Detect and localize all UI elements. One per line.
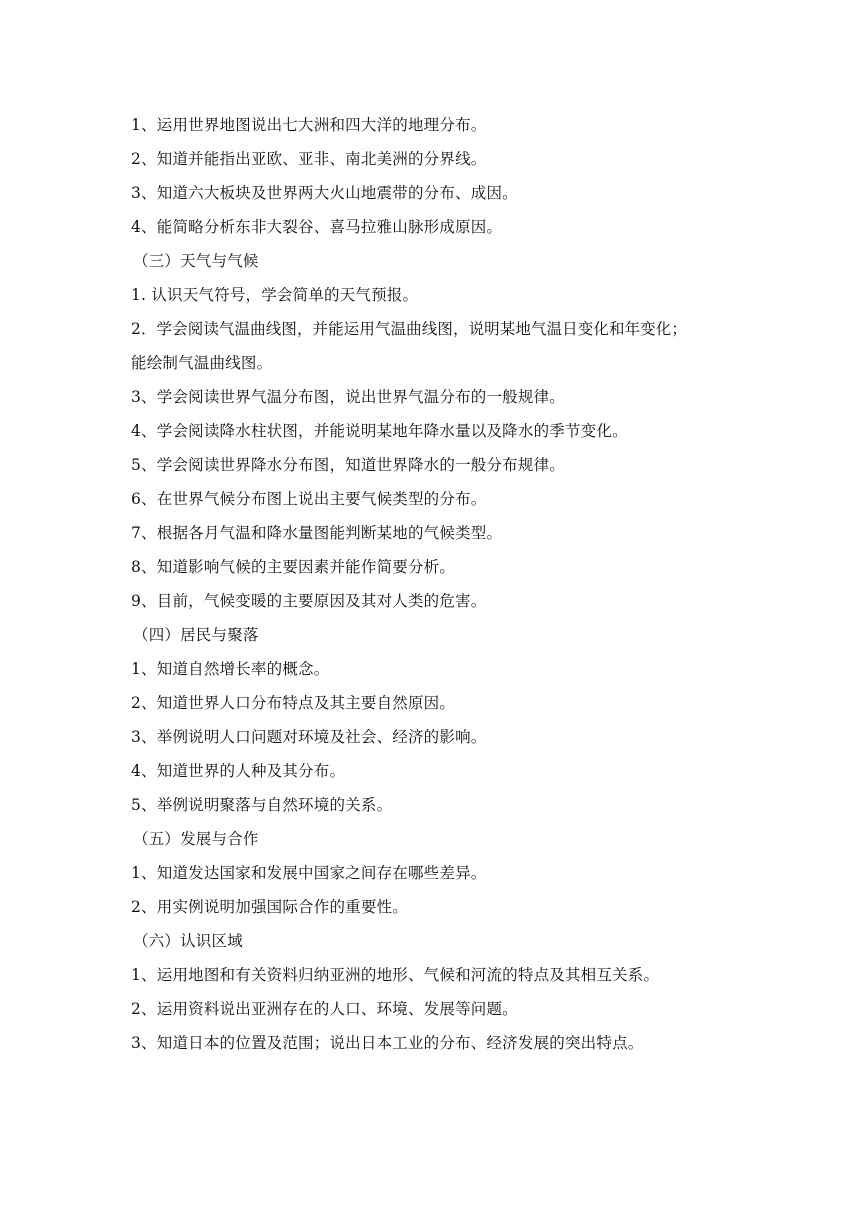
document-body [131,108,751,1060]
text-line: 4、能简略分析东非大裂谷、喜马拉雅山脉形成原因。 [131,218,503,236]
section-heading: （四）居民与聚落 [133,626,259,644]
text-line: 2、知道并能指出亚欧、亚非、南北美洲的分界线。 [131,150,487,168]
text-line: 3、学会阅读世界气温分布图，说出世界气温分布的一般规律。 [131,388,565,406]
text-line: 能绘制气温曲线图。 [131,354,273,372]
text-line: 4、知道世界的人种及其分布。 [131,762,346,780]
section-heading: （三）天气与气候 [133,252,259,270]
text-line: 9、目前，气候变暖的主要原因及其对人类的危害。 [131,592,487,610]
text-line: 2、运用资料说出亚洲存在的人口、环境、发展等问题。 [131,1000,518,1018]
text-line: 2．学会阅读气温曲线图，并能运用气温曲线图，说明某地气温日变化和年变化； [131,320,687,338]
text-line: 7、根据各月气温和降水量图能判断某地的气候类型。 [131,524,503,542]
section-heading: （五）发展与合作 [133,830,259,848]
text-line: 3、知道六大板块及世界两大火山地震带的分布、成因。 [131,184,518,202]
text-line: 6、在世界气候分布图上说出主要气候类型的分布。 [131,490,487,508]
text-line: 8、知道影响气候的主要因素并能作简要分析。 [131,558,456,576]
text-line: 1、运用地图和有关资料归纳亚洲的地形、气候和河流的特点及其相互关系。 [131,966,660,984]
text-line: 2、用实例说明加强国际合作的重要性。 [131,898,408,916]
text-line: 1、知道发达国家和发展中国家之间存在哪些差异。 [131,864,487,882]
text-line: 1、运用世界地图说出七大洲和四大洋的地理分布。 [131,116,487,134]
text-line: 5、举例说明聚落与自然环境的关系。 [131,796,393,814]
text-line: 1、知道自然增长率的概念。 [131,660,330,678]
text-line: 2、知道世界人口分布特点及其主要自然原因。 [131,694,456,712]
section-heading: （六）认识区域 [133,932,243,950]
text-line: 5、学会阅读世界降水分布图，知道世界降水的一般分布规律。 [131,456,565,474]
text-line: 1. 认识天气符号，学会简单的天气预报。 [131,286,419,304]
text-line: 4、学会阅读降水柱状图，并能说明某地年降水量以及降水的季节变化。 [131,422,628,440]
text-line: 3、举例说明人口问题对环境及社会、经济的影响。 [131,728,487,746]
text-line: 3、知道日本的位置及范围；说出日本工业的分布、经济发展的突出特点。 [131,1034,644,1052]
